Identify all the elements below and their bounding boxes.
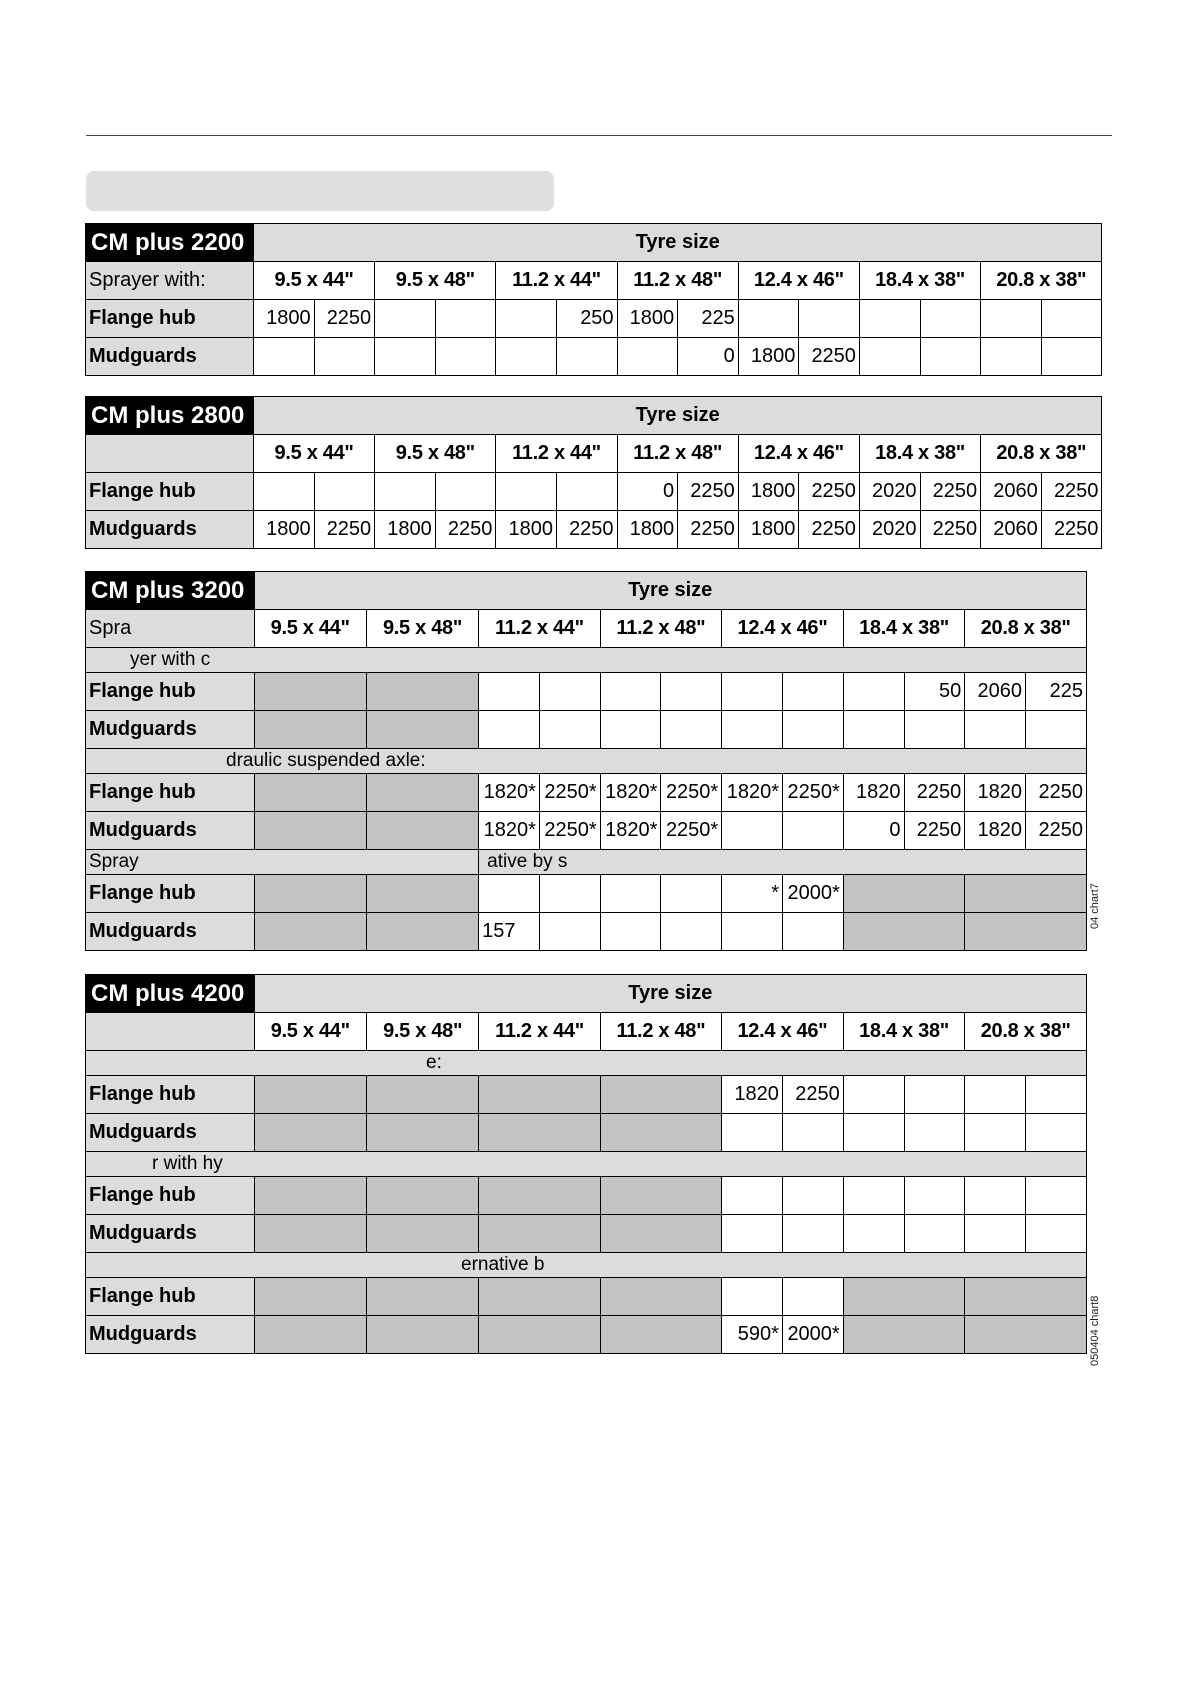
tyre-size-col: 9.5 x 44" — [254, 262, 375, 300]
table-row — [86, 913, 1087, 951]
value-cell: 2250* — [539, 812, 600, 850]
value-cell: 1820 — [843, 774, 904, 812]
not-available-cell — [366, 711, 478, 749]
tyre-size-col: 20.8 x 38" — [965, 1013, 1087, 1051]
not-available-cell — [843, 913, 965, 951]
not-available-cell — [366, 812, 478, 850]
value-cell — [600, 913, 661, 951]
value-cell: 2250 — [678, 511, 739, 549]
tyre-size-col: 11.2 x 44" — [479, 1013, 600, 1051]
value-cell — [981, 338, 1042, 376]
value-cell — [782, 1114, 843, 1152]
not-available-cell — [965, 1278, 1087, 1316]
value-cell: 2250 — [556, 511, 617, 549]
value-cell: 1820 — [965, 774, 1026, 812]
value-cell: 1820* — [479, 774, 540, 812]
not-available-cell — [843, 1278, 965, 1316]
table-row — [86, 812, 1087, 850]
table-cm-plus-2200 — [85, 223, 1102, 376]
tyre-size-col: 11.2 x 44" — [496, 262, 617, 300]
not-available-cell — [254, 875, 366, 913]
section-note: e: — [86, 1051, 1087, 1076]
row-label-flange-hub: Flange hub — [86, 1278, 255, 1316]
not-available-cell — [479, 1215, 600, 1253]
model-title: CM plus 3200 — [86, 572, 255, 610]
value-cell: 1800 — [738, 473, 799, 511]
value-cell — [435, 473, 496, 511]
row-label-mudguards: Mudguards — [86, 1316, 255, 1354]
table-row — [86, 1177, 1087, 1215]
tyre-size-col: 18.4 x 38" — [859, 435, 980, 473]
value-cell — [782, 711, 843, 749]
not-available-cell — [254, 1076, 366, 1114]
not-available-cell — [965, 875, 1087, 913]
model-title: CM plus 2200 — [86, 224, 254, 262]
row-label-mudguards: Mudguards — [86, 812, 255, 850]
value-cell — [965, 1177, 1026, 1215]
value-cell: 2250 — [904, 774, 965, 812]
not-available-cell — [600, 1215, 721, 1253]
value-cell — [254, 473, 315, 511]
row-label-mudguards: Mudguards — [86, 338, 254, 376]
sprayer-with-label — [86, 435, 254, 473]
value-cell — [843, 1177, 904, 1215]
not-available-cell — [600, 1114, 721, 1152]
table-row — [86, 511, 1102, 549]
tyre-size-col: 18.4 x 38" — [843, 1013, 965, 1051]
value-cell — [722, 711, 783, 749]
value-cell — [722, 1114, 783, 1152]
table-row — [86, 774, 1087, 812]
value-cell — [539, 673, 600, 711]
value-cell — [617, 338, 678, 376]
not-available-cell — [600, 1076, 721, 1114]
value-cell: 1820* — [600, 812, 661, 850]
tyre-size-col: 20.8 x 38" — [965, 610, 1087, 648]
not-available-cell — [479, 1177, 600, 1215]
not-available-cell — [366, 875, 478, 913]
value-cell — [1026, 1177, 1087, 1215]
table-cm-plus-4200 — [85, 974, 1087, 1354]
sprayer-with-label — [86, 1013, 255, 1051]
value-cell — [859, 338, 920, 376]
model-title: CM plus 4200 — [86, 975, 255, 1013]
sprayer-with-label: Spra — [86, 610, 255, 648]
row-label-flange-hub: Flange hub — [86, 300, 254, 338]
value-cell — [479, 711, 540, 749]
not-available-cell — [254, 1316, 366, 1354]
value-cell — [843, 711, 904, 749]
not-available-cell — [479, 1278, 600, 1316]
value-cell — [722, 1215, 783, 1253]
tyre-size-col: 12.4 x 46" — [722, 610, 844, 648]
tyre-size-col: 9.5 x 44" — [254, 1013, 366, 1051]
value-cell — [314, 473, 375, 511]
not-available-cell — [600, 1177, 721, 1215]
row-label-mudguards: Mudguards — [86, 711, 255, 749]
row-label-mudguards: Mudguards — [86, 1114, 255, 1152]
value-cell: 2250 — [1041, 473, 1102, 511]
table-cm-plus-3200 — [85, 571, 1087, 951]
value-cell: 225 — [1026, 673, 1087, 711]
table-cm-plus-2800 — [85, 396, 1102, 549]
not-available-cell — [254, 812, 366, 850]
value-cell — [600, 711, 661, 749]
value-cell: 0 — [617, 473, 678, 511]
tyre-size-col: 11.2 x 44" — [496, 435, 617, 473]
value-cell — [435, 338, 496, 376]
value-cell — [314, 338, 375, 376]
value-cell — [539, 875, 600, 913]
value-cell — [661, 875, 722, 913]
table-row — [86, 1278, 1087, 1316]
value-cell — [843, 1114, 904, 1152]
value-cell — [1041, 338, 1102, 376]
value-cell: 2250 — [904, 812, 965, 850]
tyre-size-col: 9.5 x 48" — [366, 1013, 478, 1051]
value-cell — [254, 338, 315, 376]
value-cell: 157 — [479, 913, 540, 951]
value-cell — [920, 300, 981, 338]
value-cell: 1800 — [496, 511, 557, 549]
chart-code: 04 chart7 — [1089, 883, 1101, 929]
value-cell: 2000* — [782, 875, 843, 913]
not-available-cell — [254, 1278, 366, 1316]
row-label-flange-hub: Flange hub — [86, 473, 254, 511]
tyre-size-col: 20.8 x 38" — [981, 262, 1102, 300]
value-cell: 2250* — [661, 774, 722, 812]
value-cell: 1800 — [254, 511, 315, 549]
value-cell — [965, 1215, 1026, 1253]
section-note: yer with c — [86, 648, 1087, 673]
table-row — [86, 875, 1087, 913]
tyre-size-header: Tyre size — [254, 975, 1086, 1013]
tyre-size-col: 9.5 x 48" — [375, 262, 496, 300]
not-available-cell — [479, 1114, 600, 1152]
size-row — [86, 1013, 1087, 1051]
not-available-cell — [366, 673, 478, 711]
table-row — [86, 1316, 1087, 1354]
value-cell: 1800 — [617, 511, 678, 549]
value-cell: 1820* — [600, 774, 661, 812]
value-cell: 2250 — [920, 473, 981, 511]
section-note: Spray — [86, 850, 479, 875]
value-cell — [782, 673, 843, 711]
tyre-size-col: 20.8 x 38" — [981, 435, 1102, 473]
not-available-cell — [479, 1316, 600, 1354]
not-available-cell — [479, 1076, 600, 1114]
value-cell — [496, 473, 557, 511]
value-cell: 0 — [678, 338, 739, 376]
value-cell — [722, 1177, 783, 1215]
value-cell: 2250 — [314, 300, 375, 338]
row-label-flange-hub: Flange hub — [86, 673, 255, 711]
value-cell — [661, 913, 722, 951]
tyre-size-col: 9.5 x 48" — [375, 435, 496, 473]
not-available-cell — [600, 1316, 721, 1354]
value-cell: 2250 — [920, 511, 981, 549]
value-cell: 0 — [843, 812, 904, 850]
value-cell — [600, 875, 661, 913]
value-cell — [375, 300, 436, 338]
tyre-size-col: 11.2 x 48" — [600, 1013, 721, 1051]
value-cell — [661, 711, 722, 749]
section-note: ative by s — [479, 850, 1087, 875]
not-available-cell — [254, 711, 366, 749]
value-cell — [1026, 711, 1087, 749]
table-row — [86, 1215, 1087, 1253]
tyre-size-col: 9.5 x 48" — [366, 610, 478, 648]
value-cell — [965, 711, 1026, 749]
not-available-cell — [366, 1278, 478, 1316]
value-cell — [859, 300, 920, 338]
value-cell — [722, 913, 783, 951]
value-cell — [782, 812, 843, 850]
value-cell: 2020 — [859, 473, 920, 511]
value-cell — [496, 300, 557, 338]
not-available-cell — [366, 1076, 478, 1114]
size-row — [86, 262, 1102, 300]
value-cell: 2060 — [981, 473, 1042, 511]
value-cell: 2250 — [782, 1076, 843, 1114]
sprayer-with-label: Sprayer with: — [86, 262, 254, 300]
value-cell: 2250 — [1026, 812, 1087, 850]
tyre-size-col: 9.5 x 44" — [254, 610, 366, 648]
row-label-flange-hub: Flange hub — [86, 875, 255, 913]
not-available-cell — [843, 1316, 965, 1354]
table-row — [86, 1076, 1087, 1114]
tyre-size-header: Tyre size — [254, 224, 1102, 262]
row-label-flange-hub: Flange hub — [86, 1076, 255, 1114]
not-available-cell — [366, 913, 478, 951]
row-label-flange-hub: Flange hub — [86, 1177, 255, 1215]
value-cell — [722, 673, 783, 711]
tyre-size-col: 18.4 x 38" — [843, 610, 965, 648]
table-row — [86, 711, 1087, 749]
value-cell: * — [722, 875, 783, 913]
value-cell: 225 — [678, 300, 739, 338]
table-row — [86, 338, 1102, 376]
value-cell: 1820* — [479, 812, 540, 850]
value-cell — [782, 1215, 843, 1253]
value-cell — [539, 913, 600, 951]
tyre-size-header: Tyre size — [254, 572, 1087, 610]
row-label-flange-hub: Flange hub — [86, 774, 255, 812]
value-cell — [496, 338, 557, 376]
value-cell: 2250* — [782, 774, 843, 812]
not-available-cell — [254, 774, 366, 812]
value-cell: 590* — [722, 1316, 783, 1354]
value-cell: 2250* — [661, 812, 722, 850]
section-heading-bar — [86, 171, 554, 211]
tyre-size-col: 12.4 x 46" — [722, 1013, 844, 1051]
value-cell — [722, 812, 783, 850]
tyre-size-col: 18.4 x 38" — [859, 262, 980, 300]
not-available-cell — [254, 1177, 366, 1215]
tyre-size-col: 12.4 x 46" — [738, 435, 859, 473]
row-label-mudguards: Mudguards — [86, 913, 255, 951]
tyre-size-col: 11.2 x 44" — [479, 610, 601, 648]
value-cell — [799, 300, 860, 338]
value-cell — [904, 1076, 965, 1114]
value-cell — [556, 338, 617, 376]
value-cell: 1820* — [722, 774, 783, 812]
section-note: r with hy — [86, 1152, 1087, 1177]
value-cell — [965, 1114, 1026, 1152]
tyre-size-col: 11.2 x 48" — [617, 435, 738, 473]
value-cell — [738, 300, 799, 338]
value-cell — [843, 1076, 904, 1114]
value-cell — [904, 711, 965, 749]
value-cell — [1026, 1215, 1087, 1253]
value-cell: 250 — [556, 300, 617, 338]
value-cell — [904, 1114, 965, 1152]
row-label-mudguards: Mudguards — [86, 511, 254, 549]
value-cell: 1800 — [254, 300, 315, 338]
value-cell — [539, 711, 600, 749]
tyre-size-col: 11.2 x 48" — [600, 610, 722, 648]
value-cell: 2250 — [799, 473, 860, 511]
not-available-cell — [965, 913, 1087, 951]
value-cell: 2250 — [314, 511, 375, 549]
value-cell: 2250 — [1026, 774, 1087, 812]
value-cell: 2000* — [782, 1316, 843, 1354]
value-cell: 2250 — [678, 473, 739, 511]
not-available-cell — [843, 875, 965, 913]
value-cell: 2060 — [981, 511, 1042, 549]
value-cell — [920, 338, 981, 376]
value-cell: 2250 — [1041, 511, 1102, 549]
not-available-cell — [965, 1316, 1087, 1354]
value-cell: 2250 — [799, 338, 860, 376]
value-cell: 2020 — [859, 511, 920, 549]
value-cell — [1041, 300, 1102, 338]
top-rule — [86, 135, 1112, 136]
table-row — [86, 1114, 1087, 1152]
value-cell — [600, 673, 661, 711]
value-cell — [722, 1278, 783, 1316]
section-note: ernative b — [86, 1253, 1087, 1278]
value-cell — [375, 338, 436, 376]
value-cell — [843, 673, 904, 711]
table-row — [86, 300, 1102, 338]
section-note: draulic suspended axle: — [86, 749, 1087, 774]
value-cell: 1800 — [617, 300, 678, 338]
value-cell: 1820 — [722, 1076, 783, 1114]
value-cell — [782, 1278, 843, 1316]
not-available-cell — [366, 774, 478, 812]
value-cell — [843, 1215, 904, 1253]
value-cell — [965, 1076, 1026, 1114]
value-cell — [904, 1215, 965, 1253]
value-cell — [479, 875, 540, 913]
value-cell: 2250 — [435, 511, 496, 549]
not-available-cell — [254, 673, 366, 711]
tyre-size-col: 11.2 x 48" — [617, 262, 738, 300]
not-available-cell — [254, 1215, 366, 1253]
not-available-cell — [366, 1114, 478, 1152]
chart-code: 050404 chart8 — [1089, 1295, 1101, 1366]
value-cell — [782, 1177, 843, 1215]
size-row — [86, 610, 1087, 648]
value-cell: 1800 — [375, 511, 436, 549]
row-label-mudguards: Mudguards — [86, 1215, 255, 1253]
not-available-cell — [366, 1177, 478, 1215]
not-available-cell — [366, 1316, 478, 1354]
value-cell — [981, 300, 1042, 338]
tyre-size-col: 9.5 x 44" — [254, 435, 375, 473]
value-cell — [661, 673, 722, 711]
value-cell: 2250* — [539, 774, 600, 812]
value-cell — [435, 300, 496, 338]
value-cell: 1800 — [738, 338, 799, 376]
size-row — [86, 435, 1102, 473]
table-row — [86, 673, 1087, 711]
value-cell: 1820 — [965, 812, 1026, 850]
value-cell — [1026, 1114, 1087, 1152]
model-title: CM plus 2800 — [86, 397, 254, 435]
value-cell — [479, 673, 540, 711]
tyre-size-col: 12.4 x 46" — [738, 262, 859, 300]
value-cell: 1800 — [738, 511, 799, 549]
not-available-cell — [254, 913, 366, 951]
table-row — [86, 473, 1102, 511]
tyre-size-header: Tyre size — [254, 397, 1102, 435]
not-available-cell — [600, 1278, 721, 1316]
value-cell — [782, 913, 843, 951]
value-cell: 2250 — [799, 511, 860, 549]
not-available-cell — [366, 1215, 478, 1253]
value-cell — [1026, 1076, 1087, 1114]
value-cell: 2060 — [965, 673, 1026, 711]
value-cell — [556, 473, 617, 511]
not-available-cell — [254, 1114, 366, 1152]
value-cell — [904, 1177, 965, 1215]
value-cell: 50 — [904, 673, 965, 711]
value-cell — [375, 473, 436, 511]
